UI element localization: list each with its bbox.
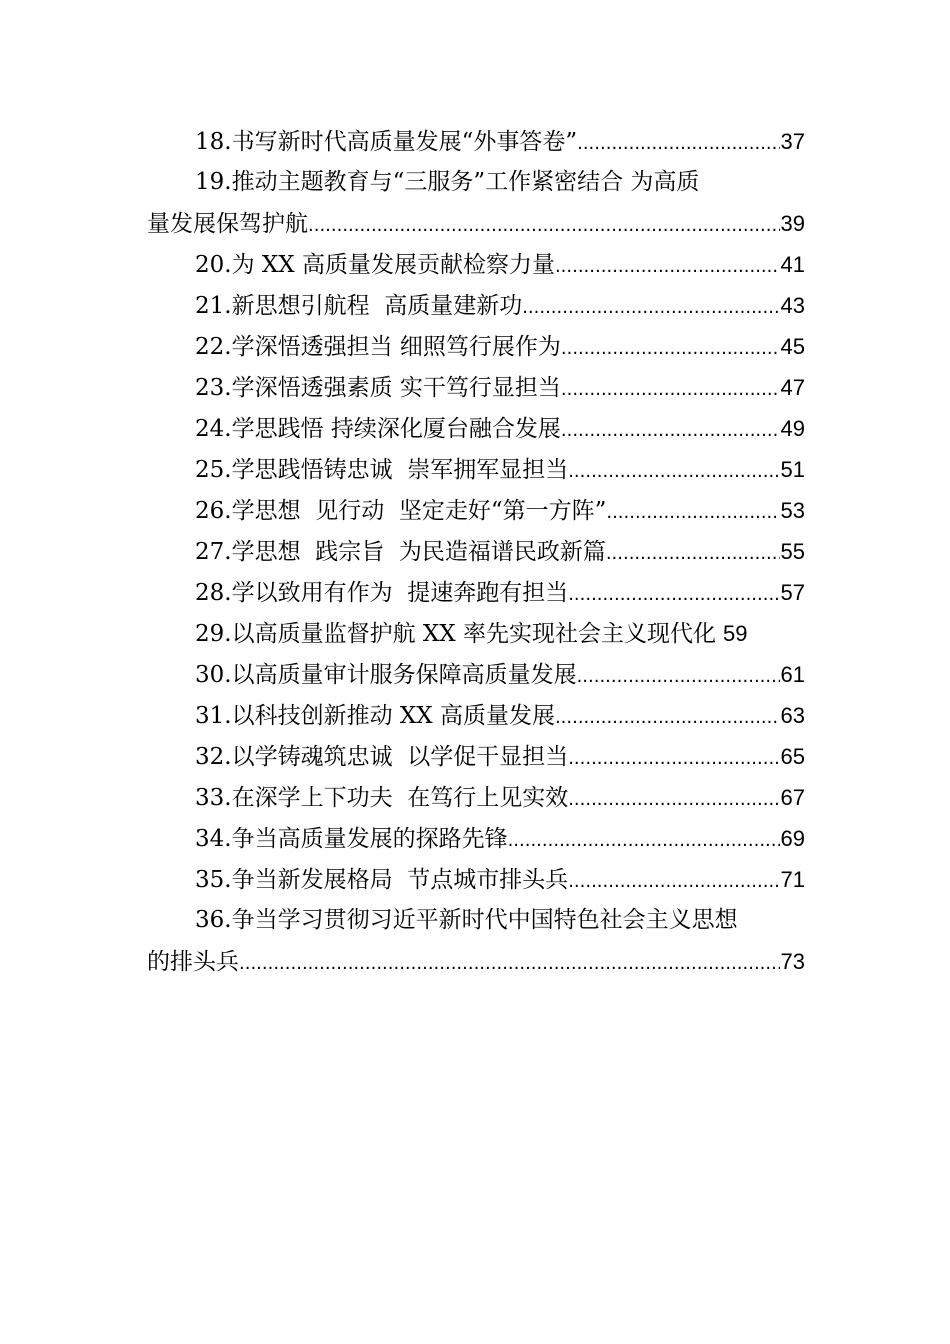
toc-entry-page: 57 bbox=[780, 580, 805, 605]
toc-entry-title: 学深悟透强担当 细照笃行展作为 bbox=[231, 334, 561, 360]
dot-leader bbox=[606, 533, 780, 574]
toc-entry-number: 23. bbox=[195, 375, 232, 401]
toc-entry[interactable] bbox=[147, 859, 805, 900]
toc-entry[interactable] bbox=[147, 736, 805, 777]
toc-entry-page: 43 bbox=[780, 293, 805, 318]
toc-entry[interactable] bbox=[147, 900, 805, 982]
toc-entry-page: 55 bbox=[780, 539, 805, 564]
table-of-contents bbox=[147, 121, 805, 982]
dot-leader bbox=[606, 492, 779, 533]
toc-entry-number: 22. bbox=[195, 334, 232, 360]
toc-entry-number: 18. bbox=[195, 129, 232, 155]
toc-entry[interactable] bbox=[147, 818, 805, 859]
toc-entry-number: 30. bbox=[195, 662, 232, 688]
toc-entry-title: 学思践悟 持续深化厦台融合发展 bbox=[231, 416, 561, 442]
toc-entry[interactable] bbox=[147, 285, 805, 326]
toc-entry-number: 33. bbox=[195, 785, 232, 811]
toc-entry[interactable] bbox=[147, 408, 805, 449]
toc-entry[interactable] bbox=[147, 449, 805, 490]
toc-entry[interactable] bbox=[147, 326, 805, 367]
toc-entry[interactable] bbox=[147, 572, 805, 613]
toc-entry-page: 37 bbox=[780, 129, 805, 154]
toc-entry-number: 29. bbox=[195, 621, 232, 647]
toc-entry-title: 学思践悟铸忠诚 崇军拥军显担当 bbox=[231, 457, 569, 483]
dot-leader bbox=[561, 328, 780, 369]
dot-leader bbox=[568, 779, 779, 820]
toc-entry-title: 为 XX 高质量发展贡献检察力量 bbox=[231, 252, 555, 278]
toc-entry-title-line1: 争当学习贯彻习近平新时代中国特色社会主义思想 bbox=[231, 907, 738, 933]
toc-entry-page: 71 bbox=[780, 867, 805, 892]
toc-entry-number: 26. bbox=[195, 498, 232, 524]
dot-leader bbox=[568, 861, 779, 902]
toc-entry-page: 67 bbox=[780, 785, 805, 810]
toc-entry[interactable] bbox=[147, 490, 805, 531]
toc-entry-title: 以学铸魂筑忠诚 以学促干显担当 bbox=[231, 744, 569, 770]
dot-leader bbox=[577, 656, 780, 697]
dot-leader bbox=[561, 410, 780, 451]
toc-entry-title: 书写新时代高质量发展“外事答卷” bbox=[231, 129, 578, 155]
toc-entry[interactable] bbox=[147, 531, 805, 572]
dot-leader bbox=[568, 451, 779, 492]
toc-entry-title: 在深学上下功夫 在笃行上见实效 bbox=[231, 785, 569, 811]
toc-entry-page: 61 bbox=[780, 662, 805, 687]
toc-entry-number: 25. bbox=[195, 457, 232, 483]
toc-entry-number: 36. bbox=[195, 907, 232, 933]
toc-entry-number: 34. bbox=[195, 826, 232, 852]
toc-entry-title: 争当新发展格局 节点城市排头兵 bbox=[231, 867, 569, 893]
toc-entry-page: 51 bbox=[780, 457, 805, 482]
dot-leader bbox=[239, 943, 780, 984]
toc-entry-number: 32. bbox=[195, 744, 232, 770]
toc-entry-title-line2: 的排头兵 bbox=[147, 949, 239, 975]
toc-entry-number: 20. bbox=[195, 252, 232, 278]
toc-entry-number: 35. bbox=[195, 867, 232, 893]
toc-entry-title-line2: 量发展保驾护航 bbox=[147, 211, 308, 237]
toc-entry-number: 27. bbox=[195, 539, 232, 565]
toc-entry-title: 学思想 践宗旨 为民造福谱民政新篇 bbox=[231, 539, 606, 565]
toc-entry-number: 24. bbox=[195, 416, 232, 442]
toc-entry-title: 学思想 见行动 坚定走好“第一方阵” bbox=[231, 498, 607, 524]
dot-leader bbox=[555, 697, 780, 738]
toc-entry-page: 69 bbox=[780, 826, 805, 851]
toc-entry-page: 53 bbox=[780, 498, 805, 523]
toc-entry-page: 45 bbox=[780, 334, 805, 359]
toc-entry-title: 争当高质量发展的探路先锋 bbox=[231, 826, 508, 852]
toc-entry-number: 28. bbox=[195, 580, 232, 606]
toc-entry-title: 以高质量监督护航 XX 率先实现社会主义现代化 bbox=[231, 621, 716, 647]
toc-entry-page: 65 bbox=[780, 744, 805, 769]
dot-leader bbox=[522, 287, 779, 328]
dot-leader bbox=[508, 820, 780, 861]
dot-leader bbox=[555, 246, 780, 287]
toc-entry[interactable] bbox=[147, 367, 805, 408]
dot-leader bbox=[568, 574, 779, 615]
toc-entry[interactable] bbox=[147, 162, 805, 244]
toc-entry[interactable] bbox=[147, 695, 805, 736]
toc-entry[interactable] bbox=[147, 121, 805, 162]
toc-entry-page: 41 bbox=[780, 252, 805, 277]
toc-entry-title: 以科技创新推动 XX 高质量发展 bbox=[231, 703, 555, 729]
toc-entry[interactable] bbox=[147, 613, 805, 654]
toc-entry-page: 73 bbox=[780, 949, 805, 974]
dot-leader bbox=[308, 205, 780, 246]
toc-entry-title: 以高质量审计服务保障高质量发展 bbox=[231, 662, 577, 688]
toc-entry[interactable] bbox=[147, 777, 805, 818]
toc-entry-title: 学以致用有作为 提速奔跑有担当 bbox=[231, 580, 569, 606]
toc-entry-title: 新思想引航程 高质量建新功 bbox=[231, 293, 523, 319]
toc-entry[interactable] bbox=[147, 654, 805, 695]
toc-entry-number: 31. bbox=[195, 703, 232, 729]
toc-entry-title-line1: 推动主题教育与“三服务”工作紧密结合 为高质 bbox=[231, 169, 700, 195]
toc-entry[interactable] bbox=[147, 244, 805, 285]
toc-entry-page: 59 bbox=[722, 621, 748, 646]
toc-entry-number: 21. bbox=[195, 293, 232, 319]
toc-entry-title: 学深悟透强素质 实干笃行显担当 bbox=[231, 375, 561, 401]
dot-leader bbox=[561, 369, 780, 410]
toc-entry-number: 19. bbox=[195, 169, 232, 195]
dot-leader bbox=[577, 123, 779, 164]
toc-entry-page: 63 bbox=[780, 703, 805, 728]
dot-leader bbox=[568, 738, 779, 779]
toc-entry-page: 39 bbox=[780, 211, 805, 236]
toc-entry-page: 47 bbox=[780, 375, 805, 400]
toc-entry-page: 49 bbox=[780, 416, 805, 441]
